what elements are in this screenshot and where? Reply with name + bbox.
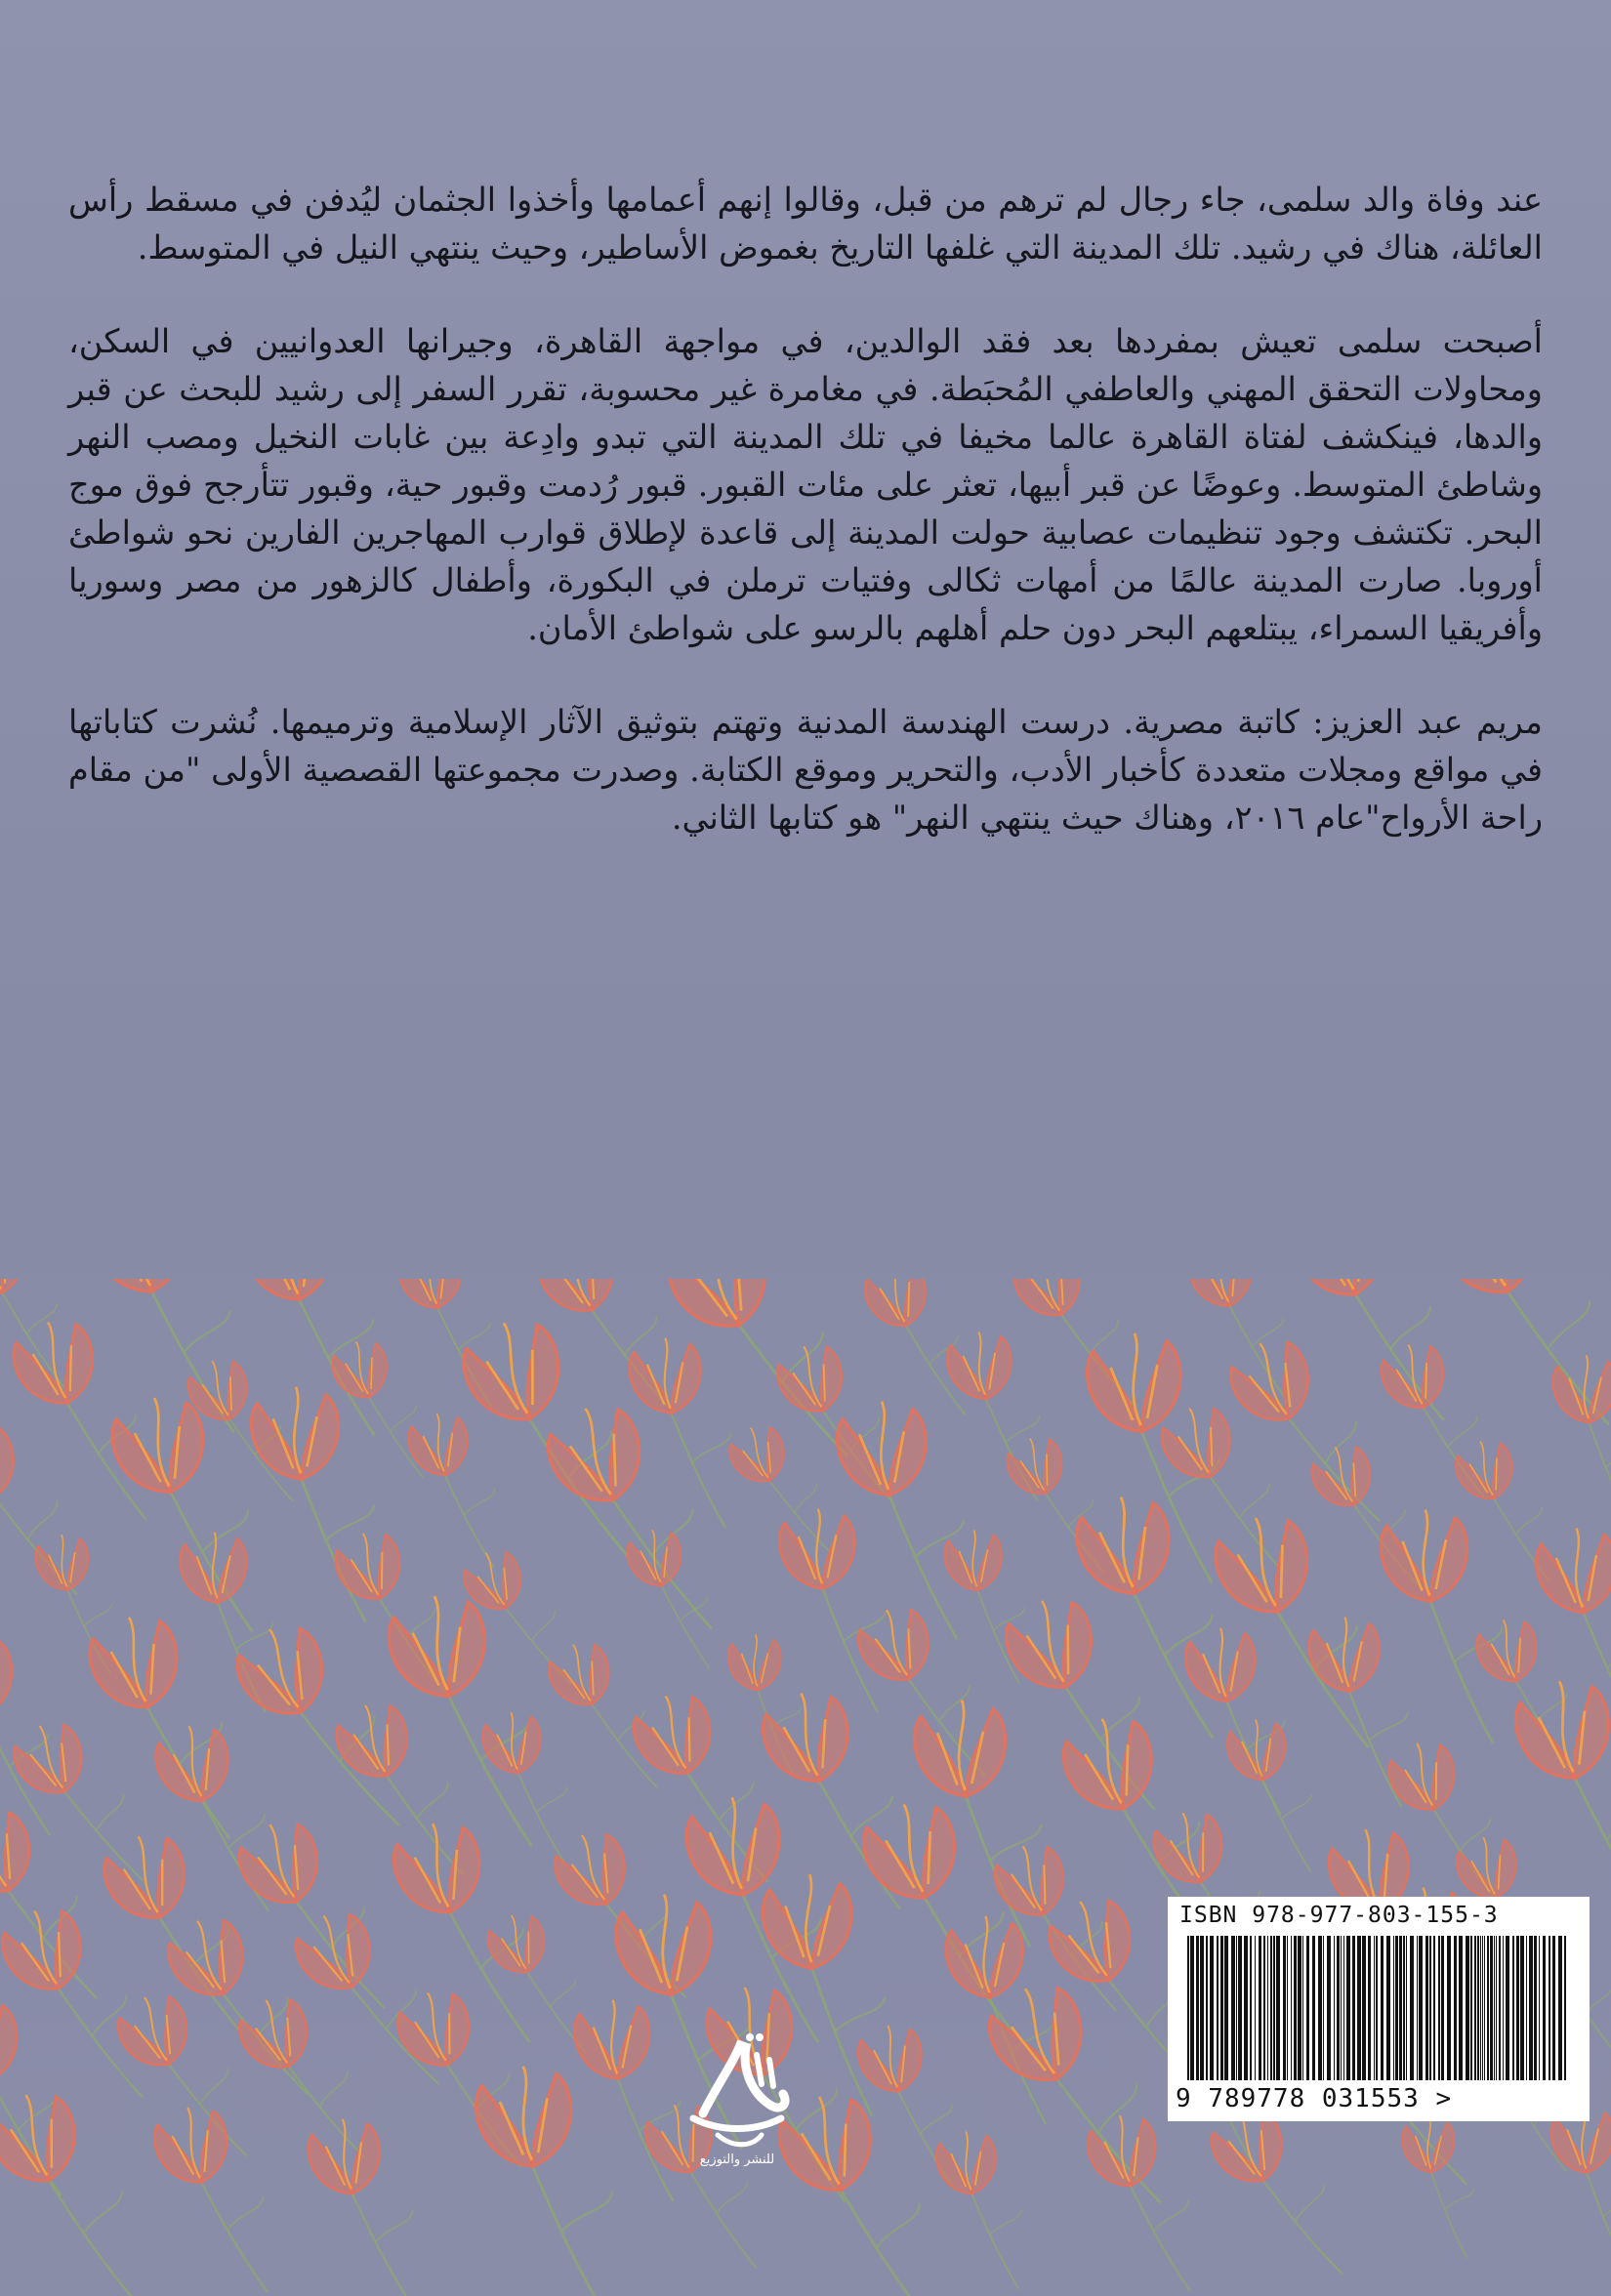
barcode-bar [1487, 1936, 1489, 2080]
barcode-bar [1480, 1936, 1481, 2080]
barcode-bar [1196, 1936, 1199, 2080]
flower [1070, 1484, 1236, 1756]
publisher-tagline: للنشر والتوزيع [699, 2152, 775, 2167]
blurb-paragraph-2: أصبحت سلمى تعيش بمفردها بعد فقد الوالدين، في مواجهة القاهرة، وجيرانها العدوانيين في السكن، ومحاولات التحقق المهني والعاطفي المُحبَطة. في مغامرة غير محسوبة، تقرر السفر إلى رشيد للبحث عن قبر والدها، فينكشف لفتاة القاهرة عالما مخيفا في تلك المدينة التي تبدو وادِعة بين غابات النخيل ومصب النهر وشاطئ المتوسط. وعوضًا عن قبر أبيها، تعثر على مئات القبور. قبور رُدمت وقبور حية، وقبور تتأرجح فوق موج البحر. تكتشف وجود تنظيمات عصابية حولت المدينة إلى قاعدة لإطلاق قوارب المهاجرين الفارين نحو شواطئ أوروبا. صارت المدينة عالمًا من أمهات ثكالى وفتيات ترملن في البكورة، وأطفال كالزهور من مصر وسوريا وأفريقيا السمراء، يبتلعهم البحر دون حلم أهلهم بالرسو على شواطئ الأمان. [68, 322, 1543, 647]
flower [626, 1331, 745, 1538]
blurb-paragraph-1: عند وفاة والد سلمى، جاء رجال لم ترهم من قبل، وقالوا إنهم أعمامها وأخذوا الجثمان ليُدفن في مسقط رأس العائلة، هناك في رشيد. تلك المدينة التي غلفها التاريخ بغموض الأساطير، وحيث ينتهي النيل في المتوسط. [68, 181, 1543, 266]
barcode-bar [1564, 1936, 1566, 2080]
barcode-bar [1341, 1936, 1342, 2080]
barcode-bar [1276, 1936, 1280, 2080]
barcode-bar [1454, 1936, 1457, 2080]
isbn-barcode [1168, 1897, 1590, 2121]
barcode-bar [1263, 1936, 1265, 2080]
barcode-bar [1206, 1936, 1208, 2080]
barcode-bar [1441, 1936, 1444, 2080]
flower [932, 2125, 1034, 2296]
barcode-bar [1494, 1936, 1495, 2080]
barcode-bar [1552, 1936, 1555, 2080]
kotob-calligraphy-logo-icon [664, 2026, 810, 2157]
barcode-bar [1238, 1936, 1242, 2080]
flower [538, 1386, 734, 1661]
flower [6, 1305, 166, 1542]
barcode-bar [1529, 1936, 1533, 2080]
barcode-bar [1220, 1936, 1223, 2080]
barcode-bar [1425, 1936, 1428, 2080]
flower [1400, 2113, 1480, 2263]
barcode-bar [1395, 1936, 1398, 2080]
barcode-bar [1200, 1936, 1204, 2080]
barcode-bar [1393, 1936, 1394, 2080]
flower [776, 1502, 898, 1722]
barcode-bar [1187, 1936, 1189, 2080]
barcode-bar [1343, 1936, 1344, 2080]
barcode-bar [1346, 1936, 1350, 2080]
barcode-bar [1386, 1936, 1390, 2080]
flower [0, 1406, 95, 1622]
barcode-bar [1337, 1936, 1340, 2080]
flower [623, 1521, 723, 1680]
publisher-logo [664, 2026, 810, 2196]
flower [109, 1978, 264, 2184]
barcode-bar [1318, 1936, 1322, 2080]
barcode-bar [1224, 1936, 1228, 2080]
barcode-bar [1327, 1936, 1331, 2080]
flower [0, 2075, 157, 2296]
barcode-bar [1466, 1936, 1469, 2080]
flower [1549, 2103, 1611, 2282]
flower [859, 1279, 980, 1433]
flower [1377, 1502, 1515, 1753]
barcode-bar [1403, 1936, 1405, 2080]
barcode-bar [1503, 1936, 1504, 2080]
barcode-bar [1474, 1936, 1476, 2080]
flower [404, 1406, 509, 1579]
flower [1220, 1321, 1397, 1554]
barcode-bar [1294, 1936, 1297, 2080]
flower [832, 1392, 980, 1652]
isbn-label: ISBN 978-977-803-155-3 [1179, 1903, 1499, 1928]
flower [542, 1629, 672, 1810]
barcode-bar [1312, 1936, 1315, 2080]
flower [855, 1786, 1037, 2059]
barcode-bar [1459, 1936, 1463, 2080]
barcode-bar [1520, 1936, 1524, 2080]
barcode-bar [1270, 1936, 1272, 2080]
barcode-bar [1433, 1936, 1435, 2080]
flower [1203, 2092, 1360, 2296]
flower [478, 1704, 581, 1875]
barcode-bar [1399, 1936, 1402, 2080]
barcode-bar [1429, 1936, 1431, 2080]
flower [0, 1891, 162, 2125]
barcode-bar [1306, 1936, 1309, 2080]
barcode-bar [1357, 1936, 1361, 2080]
barcode-bar [1477, 1936, 1479, 2080]
barcode-bar [1368, 1936, 1371, 2080]
barcode-bar [1558, 1936, 1562, 2080]
barcode-bar [1410, 1936, 1414, 2080]
barcode-bar [1539, 1936, 1540, 2080]
barcode-bar [1362, 1936, 1366, 2080]
flower [327, 1331, 437, 1494]
flower [82, 1601, 252, 1862]
barcode-bar [1259, 1936, 1261, 2080]
barcode-bar [1381, 1936, 1384, 2080]
barcode-bar [1267, 1936, 1268, 2080]
flower [148, 2095, 286, 2296]
barcode-bar [1484, 1936, 1485, 2080]
barcode-bar [1417, 1936, 1418, 2080]
barcode-bar [1526, 1936, 1527, 2080]
barcode-bar [1516, 1936, 1519, 2080]
barcode-bar [1217, 1936, 1219, 2080]
barcode-bar [1512, 1936, 1514, 2080]
flower [1181, 1620, 1299, 1824]
barcode-bar [1499, 1936, 1501, 2080]
flower [1550, 1350, 1611, 1534]
barcode-bar [1287, 1936, 1288, 2080]
barcode-bar [1323, 1936, 1324, 2080]
barcode-bar [1438, 1936, 1440, 2080]
barcode-bar [1470, 1936, 1472, 2080]
barcode-bar [1534, 1936, 1537, 2080]
flower [1471, 1609, 1589, 1787]
barcode-bar [1549, 1936, 1550, 2080]
barcode-bar [1283, 1936, 1286, 2080]
barcode-bar [1231, 1936, 1235, 2080]
barcode-bar [1255, 1936, 1256, 2080]
barcode-bar [1496, 1936, 1497, 2080]
barcode-bar [1236, 1936, 1237, 2080]
flower [978, 1963, 1183, 2238]
barcode-number: 9 789778 031553 > [1176, 2084, 1453, 2113]
barcode-bar [1374, 1936, 1375, 2080]
barcode-bar [1352, 1936, 1355, 2080]
barcode-bar [1419, 1936, 1423, 2080]
flower [286, 1894, 456, 2115]
blurb-text [68, 176, 1543, 887]
barcode-bar [1490, 1936, 1493, 2080]
barcode-bar [1273, 1936, 1275, 2080]
barcode-bar [1482, 1936, 1483, 2080]
barcode-bar [1291, 1936, 1292, 2080]
flower [1430, 1279, 1611, 1457]
flower [229, 1803, 403, 2038]
flower [1083, 2105, 1208, 2296]
barcode-bar [1250, 1936, 1252, 2080]
barcode-bar [1543, 1936, 1546, 2080]
barcode-bar [1406, 1936, 1407, 2080]
barcode-bar [1190, 1936, 1194, 2080]
barcode-bars [1183, 1936, 1574, 2080]
barcode-bar [1210, 1936, 1214, 2080]
barcode-bar [1302, 1936, 1303, 2080]
barcode-bar [1334, 1936, 1335, 2080]
flower [5, 1706, 159, 1909]
flower [1223, 1712, 1326, 1883]
author-bio-paragraph: مريم عبد العزيز: كاتبة مصرية. درست الهندسة المدنية وتهتم بتوثيق الآثار الإسلامية وترميمها. نُشرت كتاباتها في مواقع ومجلات متعددة كأخبار الأدب، والتحرير وموقع الكتابة. وصدرت مجموعتها القصصية الأولى "من مقام راحة الأرواح"عام ٢٠١٦، وهناك حيث ينتهي النهر" هو كتابها الثاني. [68, 703, 1543, 837]
barcode-bar [1376, 1936, 1378, 2080]
barcode-bar [1447, 1936, 1451, 2080]
flower [303, 2110, 431, 2296]
barcode-bar [1506, 1936, 1509, 2080]
barcode-bar [1298, 1936, 1301, 2080]
barcode-bar [1244, 1936, 1248, 2080]
